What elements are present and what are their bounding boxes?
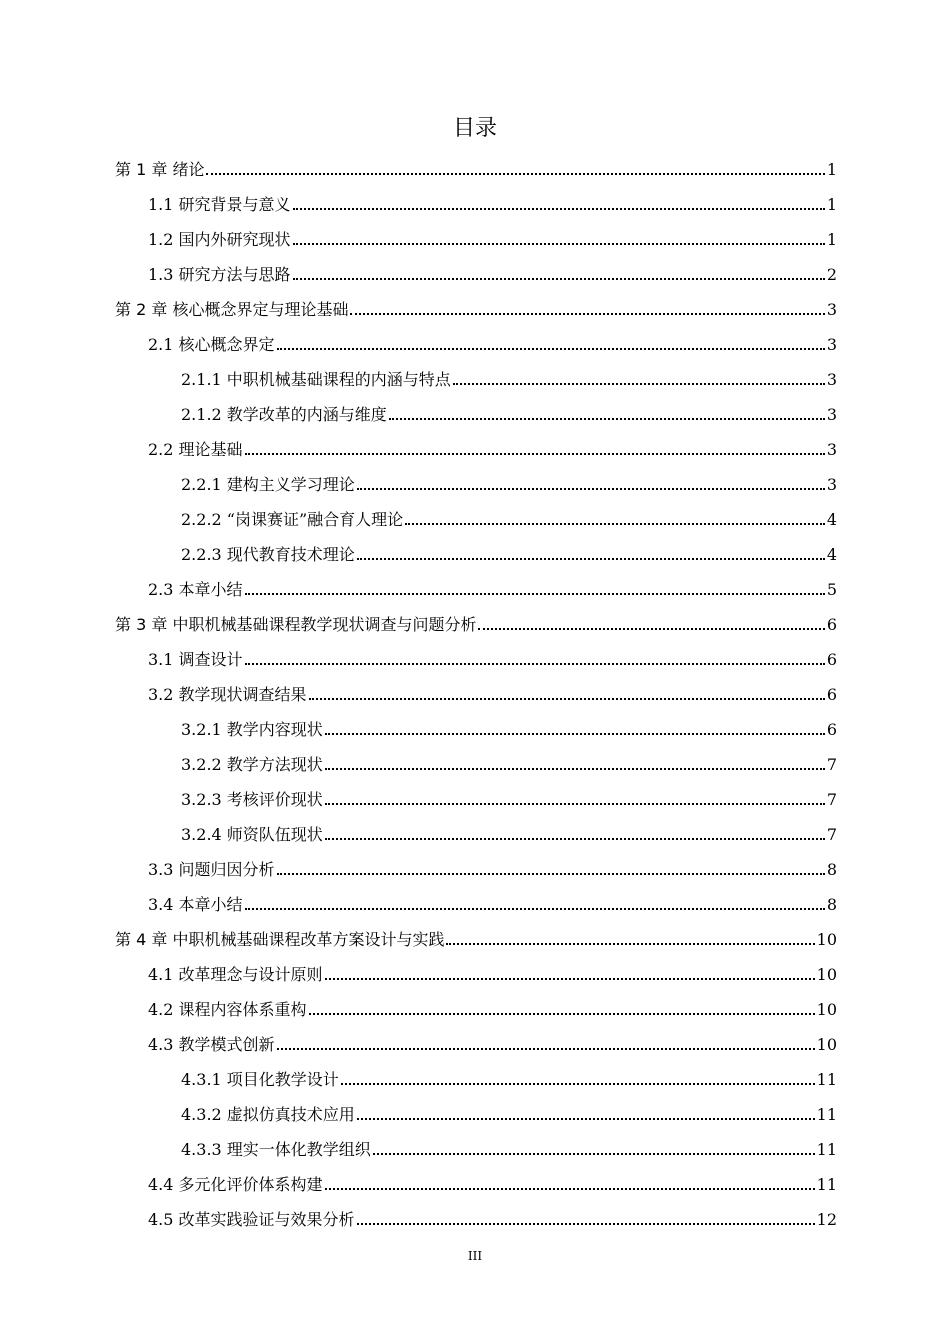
toc-entry-page-number: 3 xyxy=(826,300,837,319)
toc-entry[interactable] xyxy=(115,605,837,635)
toc-entry[interactable] xyxy=(181,815,837,845)
toc-entry-page-number: 3 xyxy=(826,370,837,389)
toc-entry[interactable] xyxy=(181,500,837,530)
dot-leader xyxy=(277,1048,815,1050)
toc-entry[interactable] xyxy=(148,430,837,460)
toc-entry-page-number: 3 xyxy=(826,440,837,459)
toc-entry[interactable] xyxy=(148,1025,837,1055)
toc-entry-page-number: 6 xyxy=(826,685,837,704)
toc-entry-page-number: 1 xyxy=(826,160,837,179)
toc-entry-title: 4.5 改革实践验证与效果分析 xyxy=(148,1210,355,1229)
dot-leader xyxy=(277,348,825,350)
toc-entry-page-number: 8 xyxy=(826,860,837,879)
toc-entry-title: 3.2.4 师资队伍现状 xyxy=(181,825,323,844)
toc-entry[interactable] xyxy=(148,990,837,1020)
toc-entry-page-number: 7 xyxy=(826,755,837,774)
toc-entry[interactable] xyxy=(148,220,837,250)
toc-entry-title: 2.1 核心概念界定 xyxy=(148,335,275,354)
dot-leader xyxy=(389,418,825,420)
toc-entry-page-number: 7 xyxy=(826,825,837,844)
dot-leader xyxy=(357,558,825,560)
toc-entry-page-number: 11 xyxy=(816,1175,837,1194)
toc-entry-page-number: 10 xyxy=(816,1000,837,1019)
toc-entry-title: 4.1 改革理念与设计原则 xyxy=(148,965,323,984)
dot-leader xyxy=(357,1118,815,1120)
toc-entry-title: 3.2 教学现状调查结果 xyxy=(148,685,307,704)
dot-leader xyxy=(245,593,825,595)
toc-entry-title: 4.4 多元化评价体系构建 xyxy=(148,1175,323,1194)
toc-entry[interactable] xyxy=(148,675,837,705)
dot-leader xyxy=(373,1153,815,1155)
page-title: 目录 xyxy=(452,116,497,141)
toc-entry-page-number: 6 xyxy=(826,720,837,739)
dot-leader xyxy=(325,803,825,805)
toc-entry[interactable] xyxy=(148,255,837,285)
toc-entry-title: 2.1.1 中职机械基础课程的内涵与特点 xyxy=(181,370,451,389)
toc-entry-page-number: 1 xyxy=(826,195,837,214)
toc-entry-title: 2.2.2 “岗课赛证”融合育人理论 xyxy=(181,510,404,529)
dot-leader xyxy=(325,733,825,735)
dot-leader xyxy=(357,1223,815,1225)
toc-entry[interactable] xyxy=(181,780,837,810)
toc-entry[interactable] xyxy=(181,395,837,425)
dot-leader xyxy=(245,453,825,455)
toc-entry-title: 4.3.2 虚拟仿真技术应用 xyxy=(181,1105,355,1124)
toc-entry-page-number: 1 xyxy=(826,230,837,249)
toc-entry-page-number: 2 xyxy=(826,265,837,284)
toc-entry[interactable] xyxy=(115,920,837,950)
dot-leader xyxy=(325,768,825,770)
dot-leader xyxy=(293,208,825,210)
toc-entry[interactable] xyxy=(148,850,837,880)
dot-leader xyxy=(309,1013,815,1015)
dot-leader xyxy=(405,523,825,525)
toc-entry-page-number: 11 xyxy=(816,1105,837,1124)
dot-leader xyxy=(245,663,825,665)
toc-entry-title: 4.3 教学模式创新 xyxy=(148,1035,275,1054)
toc-entry-page-number: 10 xyxy=(816,1035,837,1054)
dot-leader xyxy=(293,243,825,245)
toc-entry-title: 1.1 研究背景与意义 xyxy=(148,195,291,214)
toc-entry-page-number: 6 xyxy=(826,615,837,634)
toc-entry-title: 2.2 理论基础 xyxy=(148,440,243,459)
toc-entry-title: 第 2 章 核心概念界定与理论基础 xyxy=(115,300,349,319)
dot-leader xyxy=(277,873,825,875)
toc-entry-title: 3.2.2 教学方法现状 xyxy=(181,755,323,774)
toc-entry-title: 4.3.1 项目化教学设计 xyxy=(181,1070,339,1089)
toc-entry-title: 4.2 课程内容体系重构 xyxy=(148,1000,307,1019)
dot-leader xyxy=(206,173,824,175)
toc-entry[interactable] xyxy=(181,360,837,390)
toc-entry-page-number: 3 xyxy=(826,475,837,494)
toc-entry[interactable] xyxy=(148,1165,837,1195)
toc-entry-title: 3.1 调查设计 xyxy=(148,650,243,669)
toc-entry[interactable] xyxy=(148,325,837,355)
toc-entry-page-number: 5 xyxy=(826,580,837,599)
toc-entry-page-number: 7 xyxy=(826,790,837,809)
dot-leader xyxy=(325,1188,815,1190)
toc-entry-title: 3.3 问题归因分析 xyxy=(148,860,275,879)
toc-entry[interactable] xyxy=(181,745,837,775)
dot-leader xyxy=(453,383,825,385)
toc-entry[interactable] xyxy=(181,710,837,740)
dot-leader xyxy=(245,908,825,910)
toc-entry-page-number: 3 xyxy=(826,335,837,354)
dot-leader xyxy=(325,838,825,840)
toc-entry-title: 2.2.1 建构主义学习理论 xyxy=(181,475,355,494)
toc-entry-title: 2.3 本章小结 xyxy=(148,580,243,599)
toc-entry-page-number: 11 xyxy=(816,1070,837,1089)
dot-leader xyxy=(341,1083,815,1085)
toc-entry-page-number: 10 xyxy=(816,965,837,984)
dot-leader xyxy=(478,628,824,630)
toc-entry-page-number: 4 xyxy=(826,510,837,529)
toc-entry[interactable] xyxy=(181,1060,837,1090)
toc-entry[interactable] xyxy=(115,290,837,320)
toc-entry-title: 第 4 章 中职机械基础课程改革方案设计与实践 xyxy=(115,930,445,949)
toc-entry-page-number: 8 xyxy=(826,895,837,914)
toc-entry[interactable] xyxy=(148,1200,837,1230)
toc-entry-title: 3.4 本章小结 xyxy=(148,895,243,914)
toc-entry-page-number: 3 xyxy=(826,405,837,424)
dot-leader xyxy=(309,698,825,700)
dot-leader xyxy=(446,943,814,945)
toc-entry-title: 3.2.1 教学内容现状 xyxy=(181,720,323,739)
toc-entry[interactable] xyxy=(148,570,837,600)
dot-leader xyxy=(350,313,824,315)
toc-entry[interactable] xyxy=(148,185,837,215)
toc-entry-page-number: 12 xyxy=(816,1210,837,1229)
toc-entry-page-number: 10 xyxy=(816,930,837,949)
toc-entry-title: 1.3 研究方法与思路 xyxy=(148,265,291,284)
toc-entry-title: 2.1.2 教学改革的内涵与维度 xyxy=(181,405,387,424)
toc-entry-page-number: 6 xyxy=(826,650,837,669)
toc-entry-page-number: 11 xyxy=(816,1140,837,1159)
toc-entry-title: 第 1 章 绪论 xyxy=(115,160,205,179)
dot-leader xyxy=(293,278,825,280)
toc-entry[interactable] xyxy=(115,150,837,180)
toc-entry-title: 第 3 章 中职机械基础课程教学现状调查与问题分析 xyxy=(115,615,477,634)
toc-entry-title: 3.2.3 考核评价现状 xyxy=(181,790,323,809)
dot-leader xyxy=(357,488,825,490)
toc-entry-title: 1.2 国内外研究现状 xyxy=(148,230,291,249)
toc-entry-title: 2.2.3 现代教育技术理论 xyxy=(181,545,355,564)
toc-entry-page-number: 4 xyxy=(826,545,837,564)
toc-entry[interactable] xyxy=(148,955,837,985)
toc-entry[interactable] xyxy=(181,535,837,565)
toc-entry[interactable] xyxy=(148,640,837,670)
toc-entry-title: 4.3.3 理实一体化教学组织 xyxy=(181,1140,371,1159)
dot-leader xyxy=(325,978,815,980)
toc-entry[interactable] xyxy=(181,1130,837,1160)
toc-entry[interactable] xyxy=(181,465,837,495)
toc-entry[interactable] xyxy=(148,885,837,915)
page-number-footer: III xyxy=(467,1249,483,1263)
toc-entry[interactable] xyxy=(181,1095,837,1125)
